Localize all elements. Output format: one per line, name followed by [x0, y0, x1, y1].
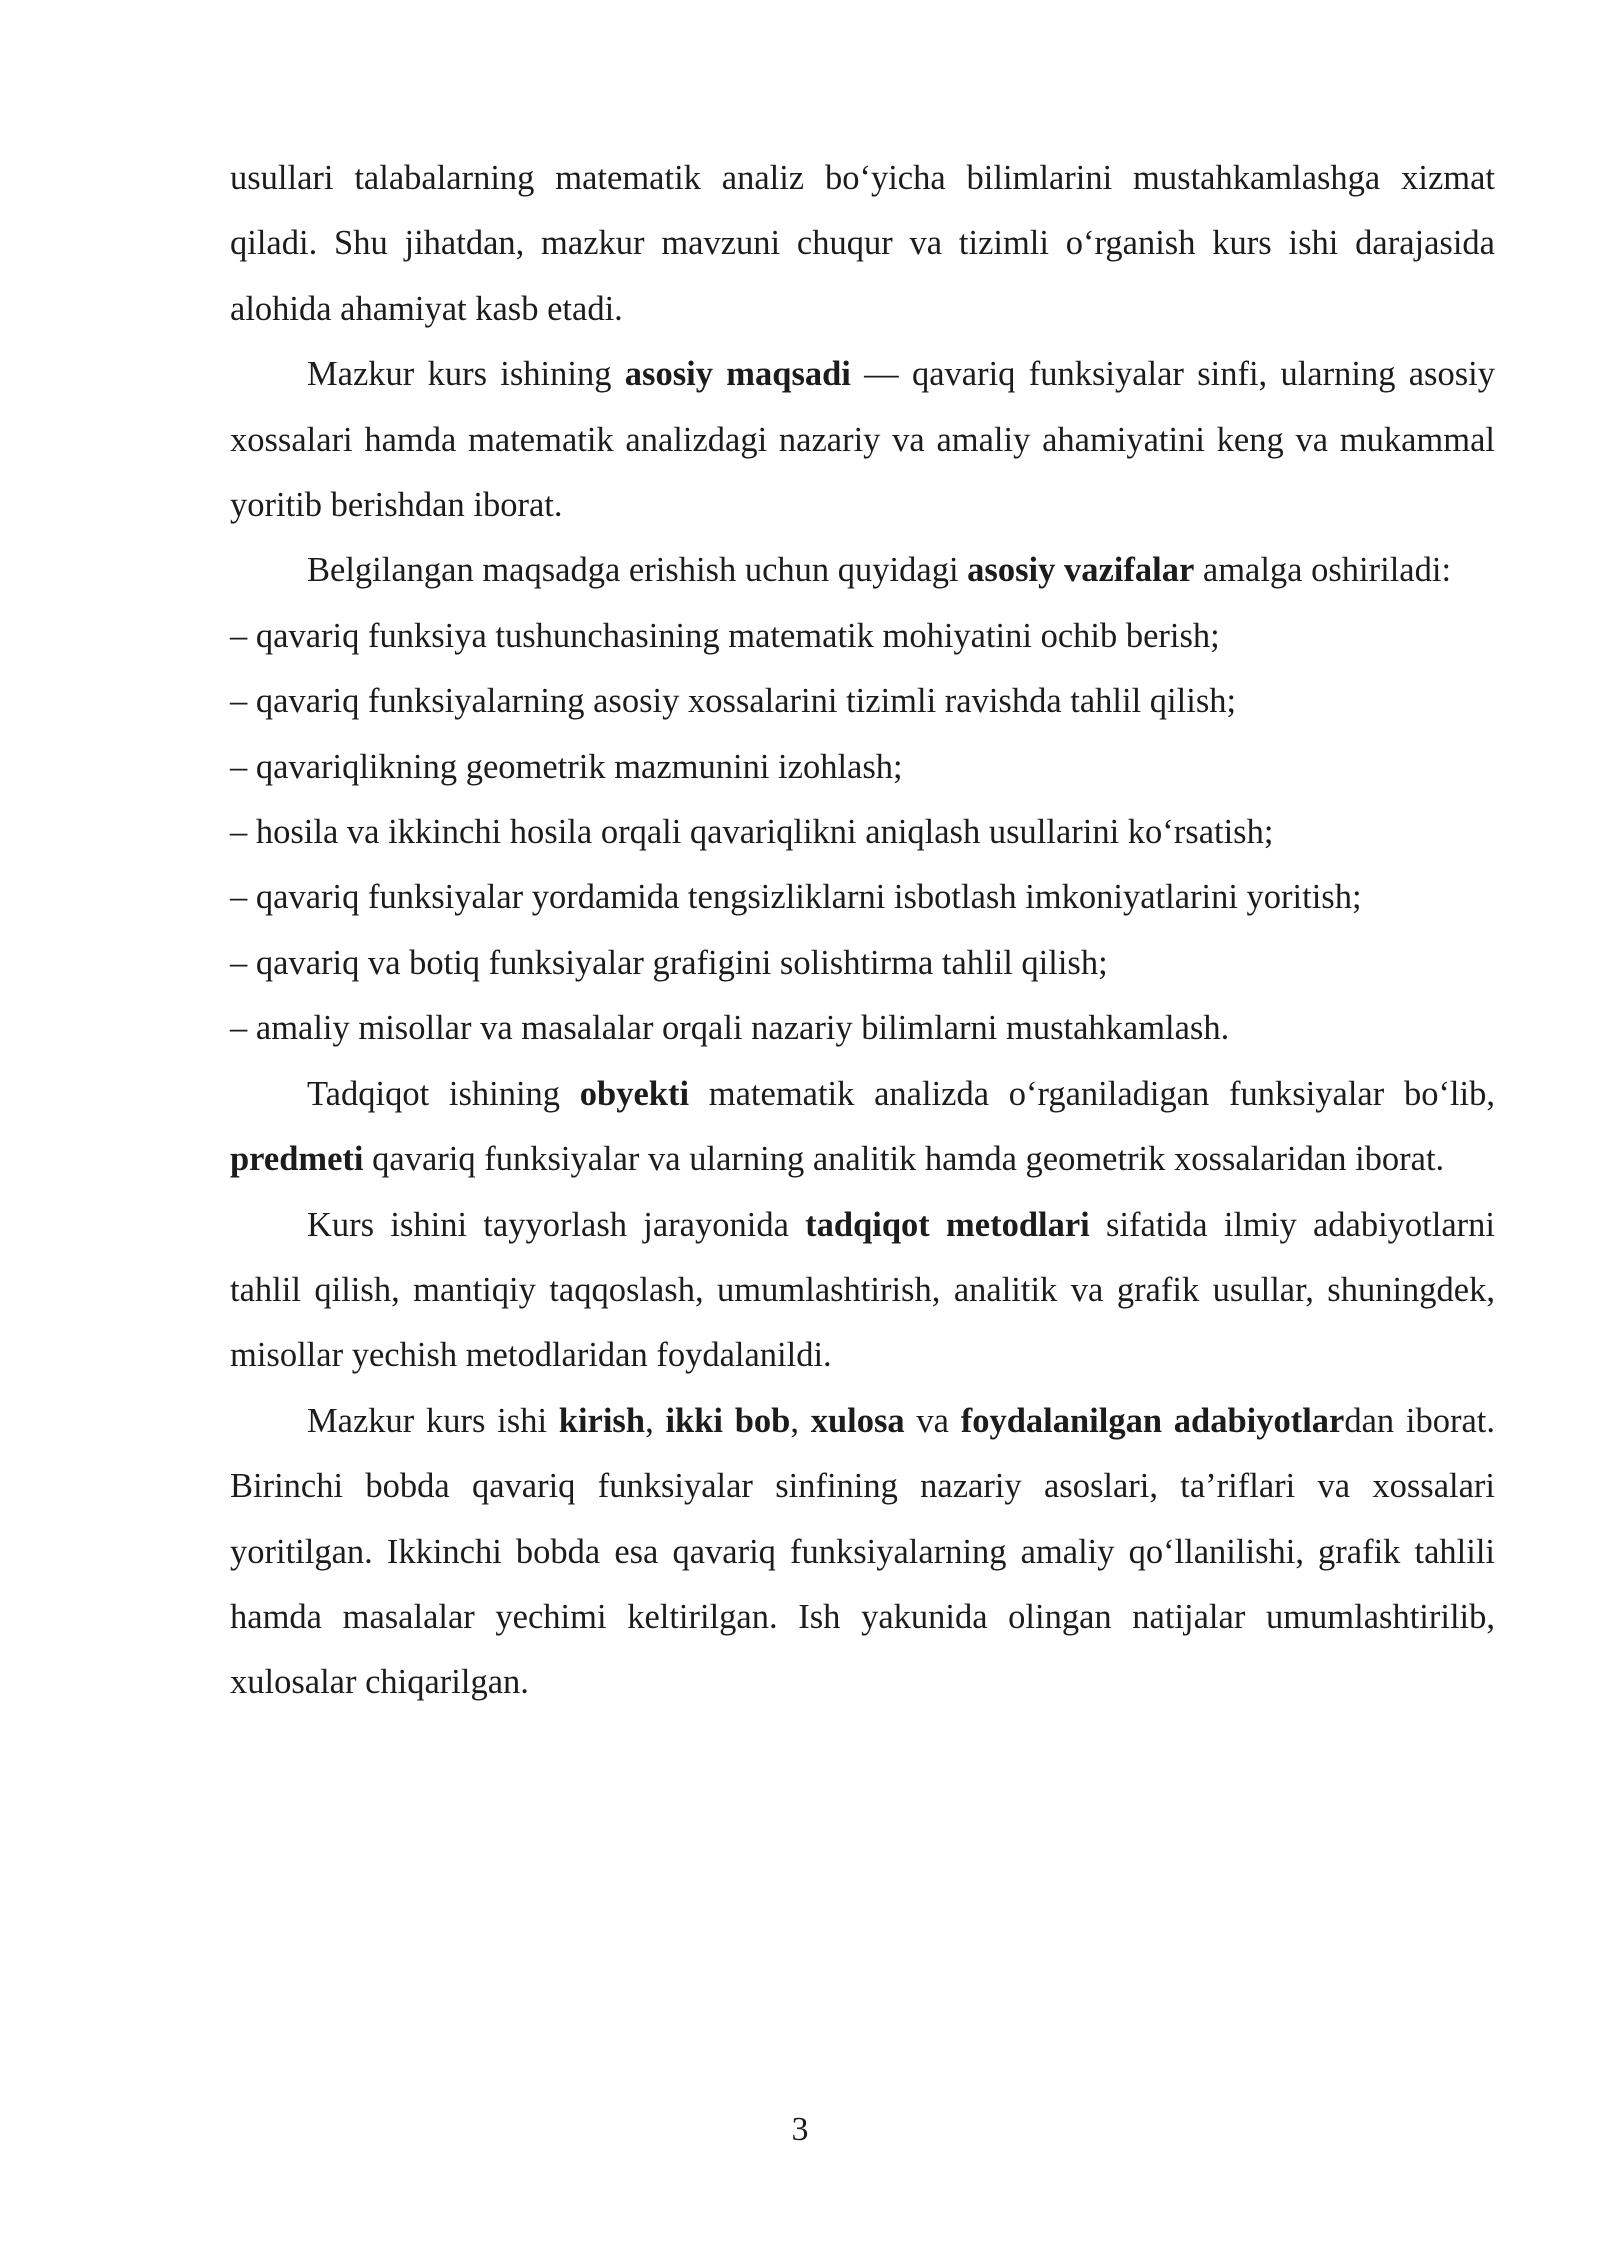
text-run: Belgilangan maqsadga erishish uchun quyidagi [307, 551, 968, 590]
text-run: Kurs ishini tayyorlash jarayonida [307, 1205, 806, 1244]
paragraph [230, 1062, 1495, 1193]
text-run: va [904, 1401, 961, 1440]
list-item [230, 996, 1495, 1061]
bold-term: asosiy vazifalar [967, 551, 1195, 590]
text-run: amalga oshiriladi: [1194, 551, 1452, 590]
text-run: – qavariq funksiya tushunchasining matematik mohiyatini ochib berish; [230, 616, 1220, 655]
text-run: , [645, 1401, 666, 1440]
text-run: – qavariqlikning geometrik mazmunini izohlash; [230, 747, 903, 786]
bold-term: kirish [558, 1401, 646, 1440]
text-run: Mazkur kurs ishi [307, 1401, 559, 1440]
text-run: – hosila va ikkinchi hosila orqali qavariqlikni aniqlash usullarini ko‘rsatish; [230, 813, 1274, 852]
list-item [230, 604, 1495, 669]
list-item [230, 669, 1495, 734]
bold-term: foydalanilgan adabiyotlar [960, 1401, 1345, 1440]
text-run: qavariq funksiyalar va ularning analitik hamda geometrik xossalaridan iborat. [363, 1140, 1445, 1179]
bold-term: ikki bob [665, 1401, 791, 1440]
text-run: – qavariq funksiyalar yordamida tengsizliklarni isbotlash imkoniyatlarini yoritish; [230, 878, 1362, 917]
paragraph [230, 146, 1495, 342]
text-run: – qavariq va botiq funksiyalar grafigini solishtirma tahlil qilish; [230, 943, 1108, 982]
paragraph [230, 1193, 1495, 1389]
list-item [230, 800, 1495, 865]
list-item [230, 735, 1495, 800]
bold-term: xulosa [810, 1401, 905, 1440]
list-item [230, 931, 1495, 996]
text-run: matematik analizda o‘rganiladigan funksiyalar bo‘lib, [689, 1074, 1495, 1113]
bold-term: obyekti [579, 1074, 690, 1113]
paragraph [230, 1389, 1495, 1716]
paragraph [230, 538, 1495, 603]
text-run: dan iborat. Birinchi bobda qavariq funksiyalar sinfining nazariy asoslari, ta’riflari va xossalari yoritilgan. Ikkinchi bobda esa qavariq funksiyalarning amaliy qo‘llanilishi, grafik tahlili hamda masalalar yechimi keltirilgan. Ish yakunida olingan natijalar umumlashtirilib, xulosalar chiqarilgan. [230, 1401, 1496, 1702]
paragraph [230, 342, 1495, 538]
page-number: 3 [791, 2111, 809, 2148]
text-run: sifatida ilmiy adabiyotlarni tahlil qilish, mantiqiy taqqoslash, umumlashtirish, analitik va grafik usullar, shuningdek, misollar yechish metodlaridan foydalanildi. [230, 1205, 1495, 1375]
text-run: Mazkur kurs ishining [307, 355, 625, 394]
text-run: – amaliy misollar va masalalar orqali nazariy bilimlarni mustahkamlash. [230, 1009, 1230, 1048]
document-page [230, 146, 1495, 1716]
text-run: – qavariq funksiyalarning asosiy xossalarini tizimli ravishda tahlil qilish; [230, 682, 1237, 721]
text-run: — qavariq funksiyalar sinfi, ularning asosiy xossalari hamda matematik analizdagi nazariy va amaliy ahamiyatini keng va mukammal yoritib berishdan iborat. [230, 355, 1495, 525]
list-item [230, 865, 1495, 930]
bold-term: predmeti [230, 1140, 364, 1179]
bold-term: asosiy maqsadi [624, 355, 851, 394]
bold-term: tadqiqot metodlari [805, 1205, 1090, 1244]
text-run: Tadqiqot ishining [307, 1074, 580, 1113]
text-run: usullari talabalarning matematik analiz bo‘yicha bilimlarini mustahkamlashga xizmat qiladi. Shu jihatdan, mazkur mavzuni chuqur va tizimli o‘rganish kurs ishi darajasida alohida ahamiyat kasb etadi. [230, 159, 1495, 328]
text-run: , [790, 1401, 811, 1440]
